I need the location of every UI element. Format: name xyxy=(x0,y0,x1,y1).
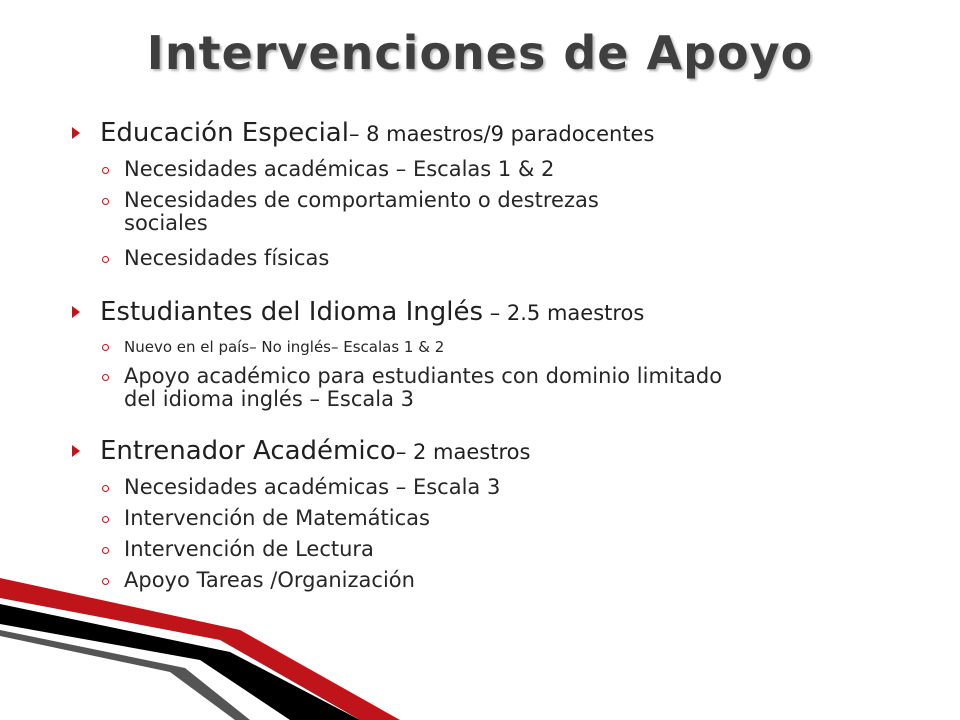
sub-item xyxy=(72,362,932,414)
circle-bullet-icon xyxy=(102,256,109,263)
sub-item xyxy=(72,186,932,238)
sub-item-text: Necesidades físicas xyxy=(124,246,330,270)
sub-item-text: Apoyo académico para estudiantes con dominio limitado xyxy=(124,364,723,388)
sub-item-text-continued: del idioma inglés – Escala 3 xyxy=(124,387,414,411)
heading-text: Entrenador Académico xyxy=(100,436,396,466)
bullet-list xyxy=(72,114,932,609)
circle-bullet-icon xyxy=(102,547,109,554)
sub-item xyxy=(72,473,932,502)
heading-text: Estudiantes del Idioma Inglés xyxy=(100,297,484,327)
sub-item-text-continued: sociales xyxy=(124,211,208,235)
circle-bullet-icon xyxy=(102,344,109,351)
heading-suffix: – 2.5 maestros xyxy=(483,301,645,325)
arrow-bullet-icon xyxy=(72,306,80,318)
sub-item xyxy=(72,504,932,533)
sub-item xyxy=(72,155,932,184)
arrow-bullet-icon xyxy=(72,127,80,139)
sub-item-text: Intervención de Matemáticas xyxy=(124,506,430,530)
heading-suffix: – 8 maestros/9 paradocentes xyxy=(348,122,655,146)
arrow-bullet-icon xyxy=(72,445,80,457)
sub-item-text: Necesidades académicas – Escalas 1 & 2 xyxy=(124,157,555,181)
section-heading xyxy=(72,293,932,332)
sub-item-text: Nuevo en el país– No inglés– Escalas 1 & 2 xyxy=(124,338,445,356)
sub-item-text: Necesidades de comportamiento o destrezas xyxy=(124,188,599,212)
section-heading xyxy=(72,432,932,471)
heading-suffix: – 2 maestros xyxy=(395,440,531,464)
sub-item-text: Intervención de Lectura xyxy=(124,537,374,561)
corner-swoosh-decoration xyxy=(0,560,400,720)
section-estudiantes-ingles xyxy=(72,293,932,414)
sub-item xyxy=(72,244,932,273)
slide-title: Intervenciones de Apoyo xyxy=(146,26,814,80)
sub-item-text: Apoyo Tareas /Organización xyxy=(124,568,415,592)
section-educacion-especial xyxy=(72,114,932,273)
circle-bullet-icon xyxy=(102,374,109,381)
circle-bullet-icon xyxy=(102,198,109,205)
heading-text: Educación Especial xyxy=(100,118,349,148)
sub-item-text: Necesidades académicas – Escala 3 xyxy=(124,475,501,499)
circle-bullet-icon xyxy=(102,485,109,492)
circle-bullet-icon xyxy=(102,167,109,174)
section-heading xyxy=(72,114,932,153)
sub-item xyxy=(72,334,932,360)
circle-bullet-icon xyxy=(102,516,109,523)
